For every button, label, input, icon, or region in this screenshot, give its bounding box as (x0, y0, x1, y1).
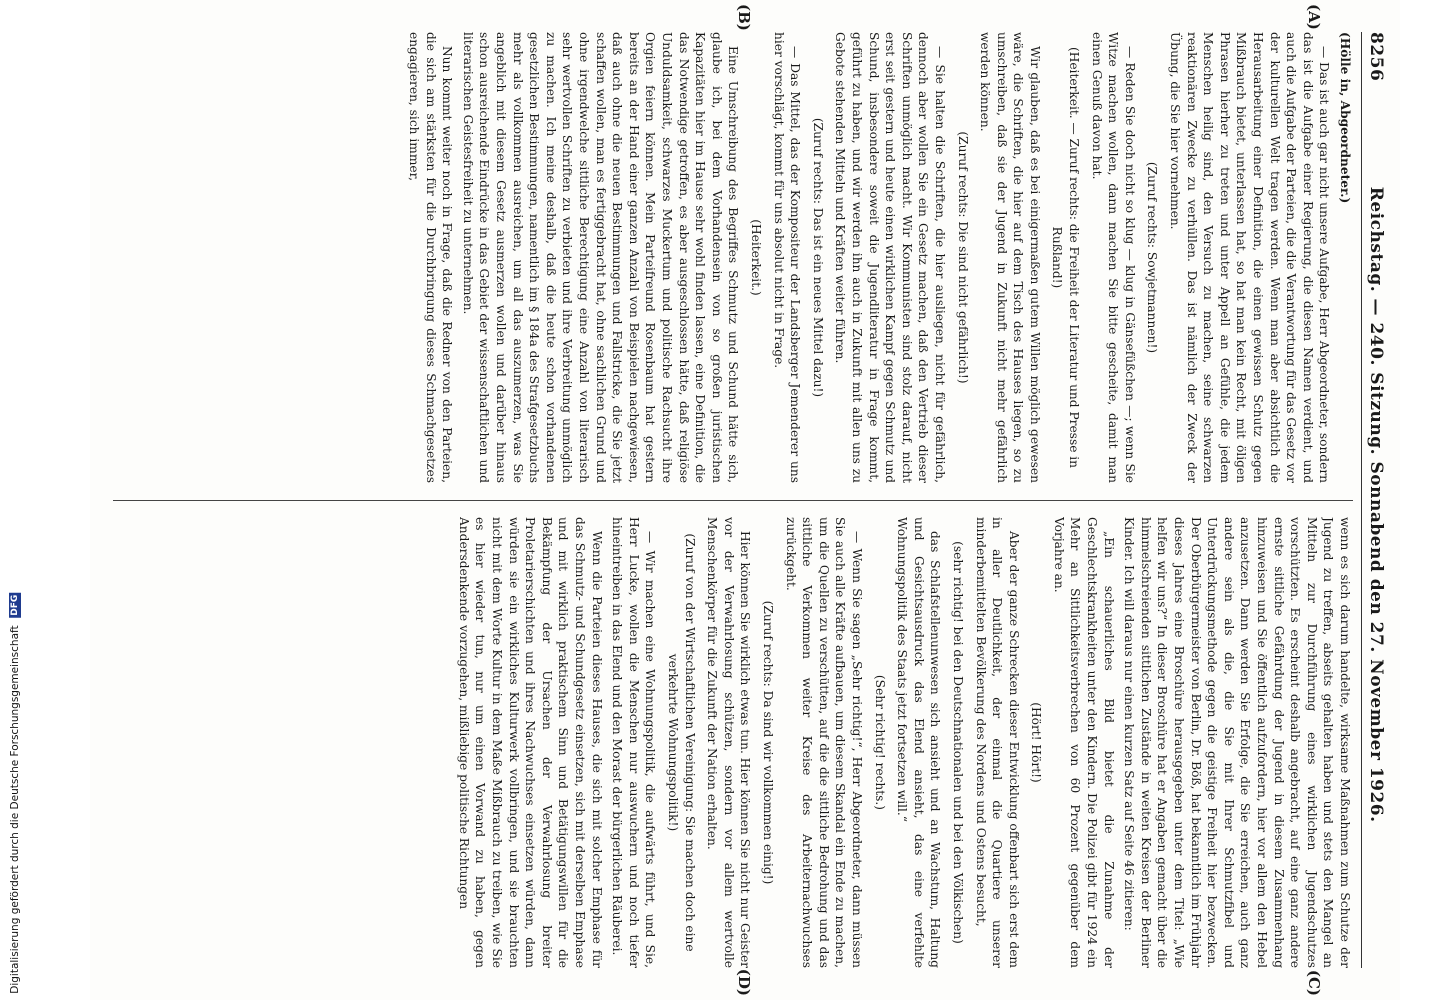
left-column (113, 32, 1353, 483)
interjection: (Zuruf rechts: Die sind nicht gefährlich!) (955, 131, 970, 384)
page-title: Reichstag. — 240. Sitzung. Sonnabend den 27. November 1926. (1366, 186, 1386, 823)
paragraph: wenn es sich darum handelte, wirksame Maßnahmen zum Schutze der Jugend zu treffen, abseits gehalten haben und stets den Mangel an Mitteln zur Durchführung eines wirklichen Jugendschutzes vorschützten. Es erscheint deshalb angebracht, auf eine ganz andere ernste sittliche Gefährdung der Jugend in diesem Zusammenhang hinzuweisen und Sie öffentlich aufzufordern, hier vor allem den Hebel anzusetzen. Dann werden Sie Erfolge, die Sie erreichen, auch ganz andere sein als die, die Sie mit Ihrer Schmutzfibel und Unterdrückungsmethode gegen die geistige Freiheit hier bezwecken. Der Oberbürgermeister von Berlin, Dr. Böß, hat bekanntlich im Frühjahr dieses Jahres eine Broschüre herausgegeben unter dem Titel: „Wie helfen wir uns?“ In dieser Broschüre hat er Angaben gemacht über die himmelschreienden sittlichen Zustände in weiten Kreisen der Berliner Kinder. Ich will daraus nur einen kurzen Satz auf Seite 46 zitieren: (1122, 517, 1352, 968)
paragraph: das Schlafstellenunwesen sich ansieht und an Wachstum, Haltung und Gesichtsausdruck das Elend ansieht, das eine verfehlte Wohnungspolitik des Staats jetzt fortsetzen will.“ (895, 517, 943, 968)
margin-marker-a: (A) (1305, 4, 1323, 30)
margin-marker-d: (D) (735, 968, 753, 996)
interjection: (Sehr richtig! rechts.) (872, 674, 887, 811)
funding-credit-strip (2, 0, 28, 1000)
interjection: (Hört! Hört!) (1029, 702, 1044, 783)
interjection: (Zuruf rechts: Sowjetmannen!) (1145, 161, 1160, 354)
paragraph: Eine Umschreibung des Begriffes Schmutz und Schund hätte sich, glaube ich, bei dem Vorhandensein von so großen juristischen Kapazitäten hier im Hause sehr wohl finden lassen, eine Definition, die das Notwendige getroffen, es aber ausgeschlossen hätte, daß religiöse Unduldsamkeit, schwarzes Muckertum und politische Rachsucht ihre Orgien feiern können. Mein Parteifreund Rosenbaum hat gestern bereits an der Hand einer ganzen Anzahl von Beispielen nachgewiesen, daß auch ohne die neuen Bestimmungen und Fallstricke, die Sie jetzt schaffen wollen, man es fertiggebracht hat, ohne sachlichen Grund und ohne irgendwelche sittliche Berechtigung eine Anzahl von literarisch sehr wertvollen Schriften zu verbieten und ihre Verbreitung unmöglich zu machen. Ich meine deshalb, daß die heute schon vorhandenen gesetzlichen Bestimmungen, namentlich im § 184a des Strafgesetzbuchs mehr als vollkommen ausreichen, um all das auszumerzen, was Sie angeblich mit diesem Gesetz ausmerzen wollen und darüber hinaus schon ausreichende Eindrücke in das Gebiet der wissenschaftlichen und literarischen Geistesfreiheit zu unternehmen. (460, 32, 741, 483)
paragraph: Aber der ganze Schrecken dieser Entwicklung offenbart sich erst dem in aller Deutlichkeit, der einmal die Quartiere unserer minderbemittelten Bevölkerung des Nordens und Ostens besucht, (973, 517, 1021, 968)
speaker-line: (Hölle in, Abgeordneter.) (1338, 32, 1352, 204)
interjection: (Heiterkeit. — Zuruf rechts: die Freiheit der Literatur und Presse in Rußland!) (1050, 46, 1082, 469)
quote: „Ein schauerliches Bild bietet die Zunahme der Geschlechtskrankheiten unter den Kindern. Die Polizei gibt für 1924 ein Mehr an Sittlichkeitsverbrechen von 60 Prozent gegenüber dem Vorjahre an. (1051, 517, 1116, 968)
interjection: (Zuruf rechts: Da sind wir vollkommen einig!) (761, 600, 775, 885)
document-page (90, 0, 1400, 1000)
paragraph: — Sie halten die Schriften, die hier ausliegen, nicht für gefährlich, dennoch aber wollen Sie ein Gesetz machen, daß den Vertrieb dieser Schriften unmöglich macht. Wir Kommunisten sind stolz darauf, nicht erst seit gestern und heute einen wirklichen Kampf gegen Schmutz und Schund, insbesondere soweit die Jugendliteratur in Frage kommt, geführt zu haben, und wir werden ihn auch in Zukunft mit allen uns zu Gebote stehenden Mitteln und Kräften weiter führen. (833, 32, 947, 483)
paragraph: Nun kommt weiter noch in Frage, daß die Redner von den Parteien, die sich am stärksten für die Durchbringung dieses Schmachgesetzes engagieren, sich immer, (407, 32, 455, 483)
page-number: 8256 (1366, 32, 1386, 82)
paragraph: — Das Mittel, das der Kompositeur der Landsberger Jemenderer uns hier vorschlägt, kommt für uns absolut nicht in Frage. (771, 32, 803, 483)
paragraph: — Wir machen eine Wohnungspolitik, die aufwärts führt, und Sie, Herr Lucke, wollen die Menschen nur auswuchern und noch tiefer hineintreiben in das Elend und den Morast der bürgerlichen Räuberei. (610, 517, 658, 968)
paragraph: — Wenn Sie sagen „Sehr richtig!“, Herr Abgeordneter, dann müssen Sie auch alle Kräfte aufbauen, um diesem Skandal ein Ende zu machen, um die Quellen zu verschütten, auf die die sittliche Bedrohung und das sittliche Verkommen weiter Kreise des Arbeiternachwuchses zurückgeht. (783, 517, 864, 968)
margin-marker-c: (C) (1305, 969, 1323, 996)
interjection: (sehr richtig! bei den Deutschnationalen und bei den Völkischen) (950, 541, 965, 944)
interjection: (Zuruf rechts: Das ist ein neues Mittel dazu!) (810, 117, 825, 398)
page-header (1361, 32, 1386, 968)
paragraph: Hier können Sie wirklich etwas tun. Hier können Sie nicht nur Geister vor der Verwahrlosung schützen, sondern vor allem wertvolle Menschenkörper für die Zukunft der Nation erhalten. (705, 517, 753, 968)
paragraph: Wir glauben, daß es bei einigermaßen gutem Willen möglich gewesen wäre, die Schriften, die hier auf dem Tisch des Hauses liegen, so zu umschreiben, daß sie der Jugend in Zukunft nicht mehr gefährlich werden können. (978, 32, 1042, 483)
paragraph: — Das ist auch gar nicht unsere Aufgabe, Herr Abgeordneter, sondern das ist die Aufgabe einer Regierung, die diesen Namen verdient, und auch die Aufgabe der Parteien, die die Verantwortung für das Gesetz vor der kulturellen Welt tragen werden. Wenn man aber absichtlich die Herausarbeitung einer Definition, die einen gewissen Schutz gegen Mißbrauch bietet, unterlassen hat, so hat man kein Recht, mit öligen Phrasen hierher zu treten und unter Appell an Gefühle, die jedem Menschen heilig sind, den Versuch zu machen, seine schwarzen reaktionären Zwecke zu verhüllen. Das ist nämlich der Zweck der Übung, die Sie hier vornehmen. (1168, 32, 1332, 483)
dfg-logo: DFG (10, 595, 20, 617)
funding-credit (9, 593, 21, 994)
paragraph: — Reden Sie doch nicht so klug — klug in Gänsefüßchen —; wenn Sie Witze machen wollen, dann machen Sie bitte gescheite, damit man einen Genuß davon hat. (1089, 32, 1137, 483)
interjection: (Heiterkeit.) (749, 219, 763, 296)
interjection: (Zuruf von der Wirtschaftlichen Vereinigung: Sie machen doch eine verkehrte Wohnungspolitik!) (666, 533, 697, 952)
paragraph: Wenn die Parteien dieses Hauses, die sich mit solcher Emphase für das Schmutz- und Schundgesetz einsetzen, sich mit derselben Emphase und mit wirklich praktischem Sinn und Betätigungswillen für die Bekämpfung der Ursachen der Verwahrlosung breiter Proletarierschichten und ihres Nachwuchses einsetzen würden, dann würden sie ein wirkliches Kulturwerk vollbringen, und sie brauchten nicht mit dem Worte Kultur in dem Maße Mißbrauch zu treiben, wie Sie es hier wieder tun, nur um einen Vorwand zu haben, gegen Andersdenkende vorzugehen, mißliebige politische Richtungen (456, 517, 604, 968)
funding-credit-text: Digitalisierung gefördert durch die Deutsche Forschungsgemeinschaft (9, 625, 21, 994)
margin-marker-b: (B) (735, 4, 753, 31)
text-columns (113, 4, 1353, 996)
right-column (113, 517, 1353, 968)
